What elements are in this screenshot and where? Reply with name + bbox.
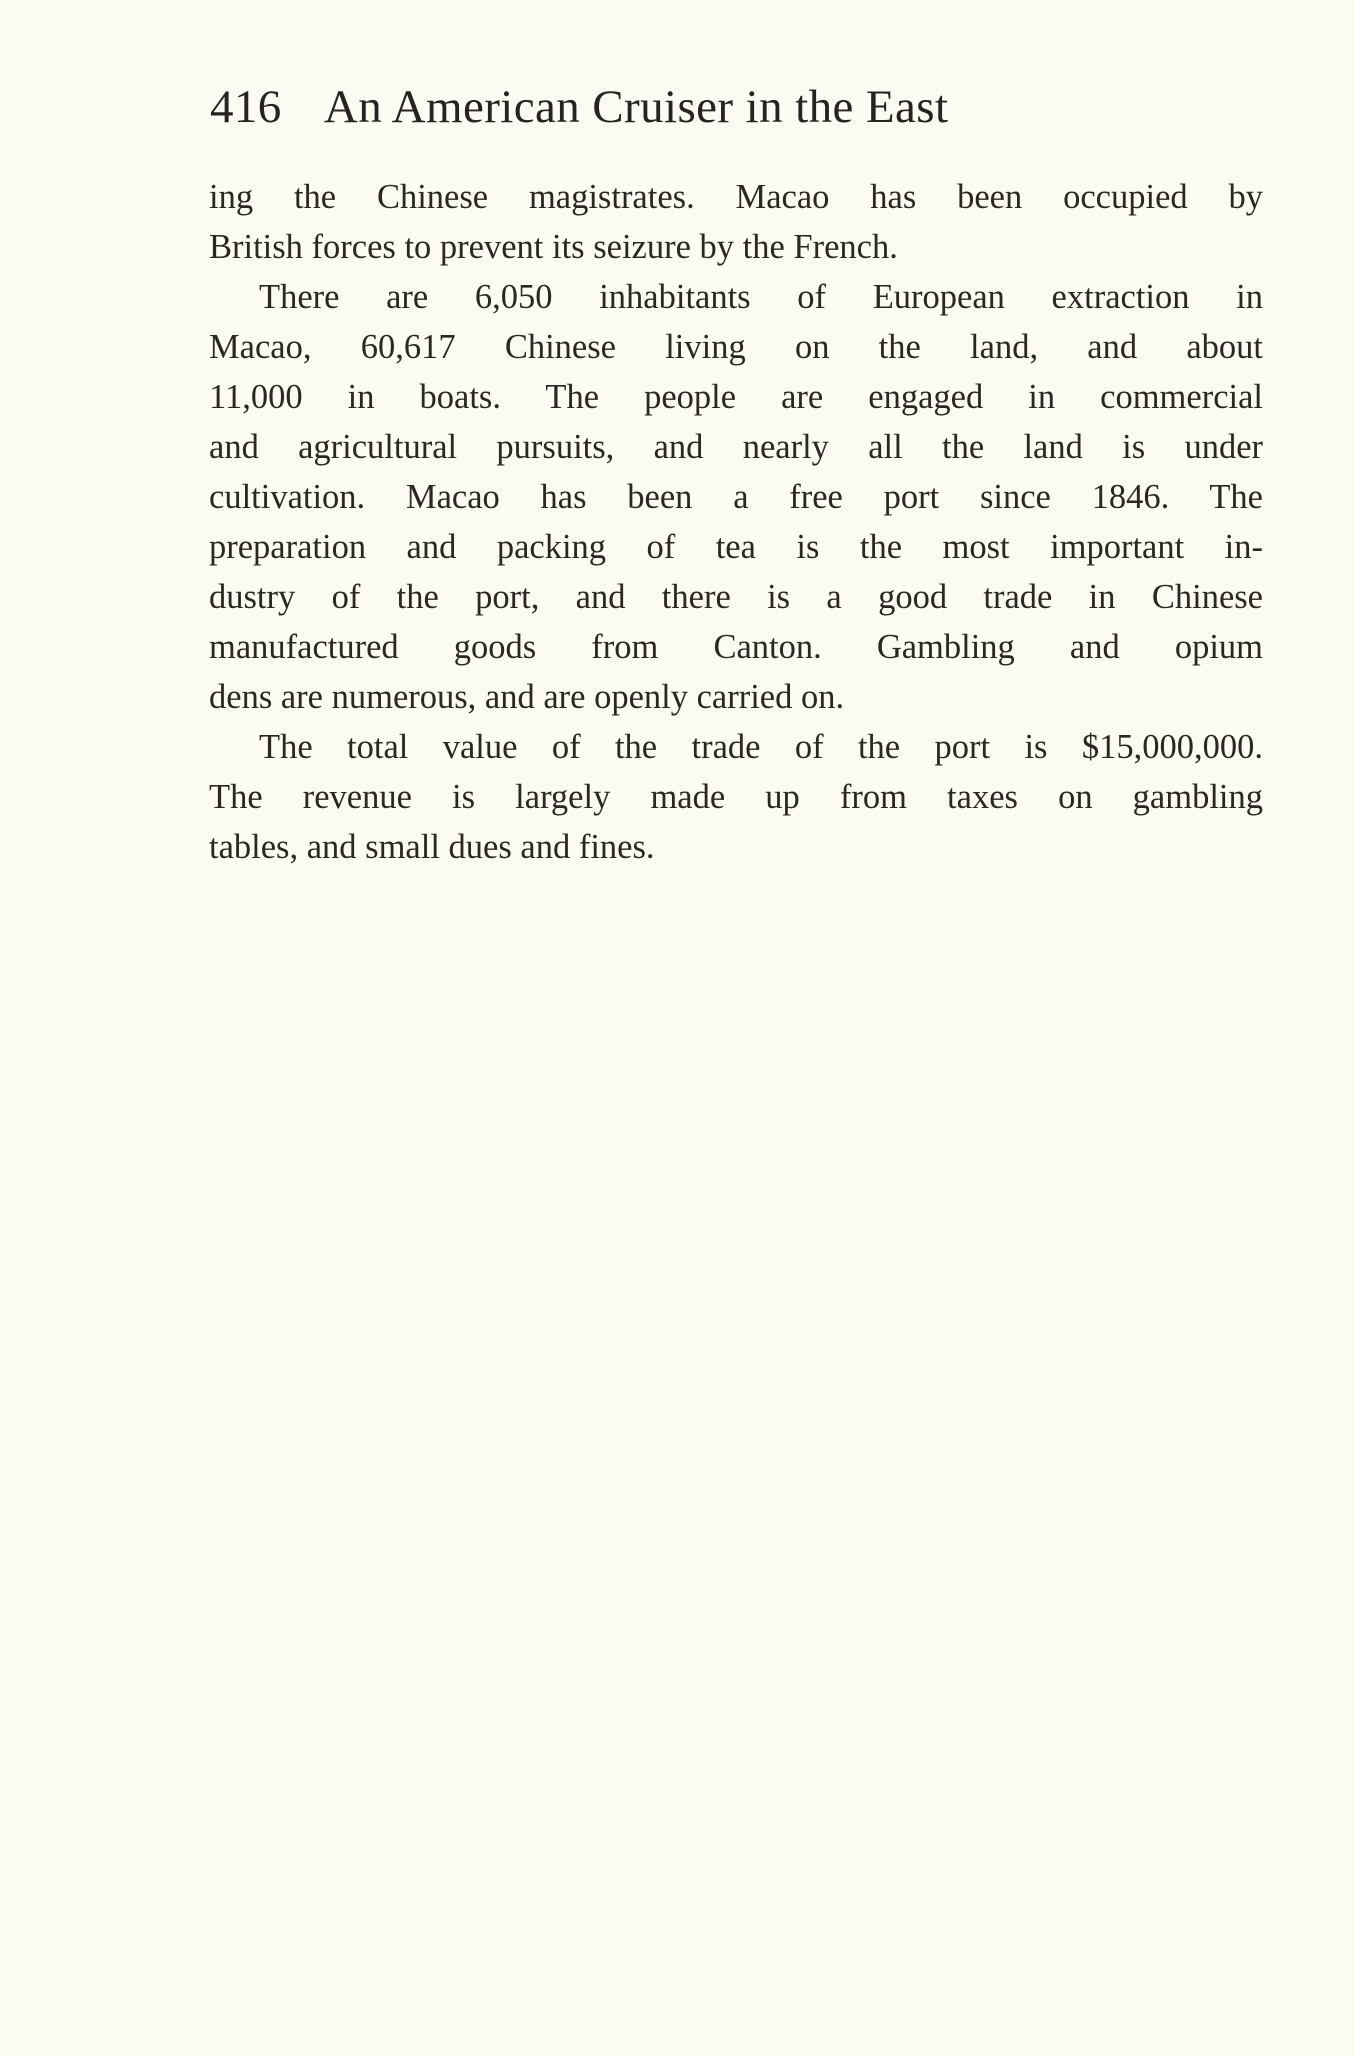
book-title: An American Cruiser in the East	[323, 81, 949, 133]
text-line: There are 6,050 inhabitants of European extraction in	[259, 278, 1263, 316]
text-line: ing the Chinese magistrates. Macao has been occupied by	[209, 178, 1263, 216]
text-line: British forces to prevent its seizure by the French.	[209, 228, 898, 266]
text-line: 11,000 in boats. The people are engaged in commercial	[209, 378, 1263, 416]
text-line: preparation and packing of tea is the most important in-	[209, 528, 1263, 566]
text-line: dens are numerous, and are openly carried on.	[209, 678, 845, 716]
text-line: Macao, 60,617 Chinese living on the land, and about	[209, 328, 1263, 366]
body-text	[209, 172, 1263, 872]
text-line: The revenue is largely made up from taxes on gambling	[209, 778, 1263, 816]
text-line: The total value of the trade of the port is $15,000,000.	[259, 728, 1263, 766]
page-number: 416	[210, 81, 282, 133]
running-head	[210, 72, 1170, 142]
text-line: tables, and small dues and fines.	[209, 828, 655, 866]
text-line: dustry of the port, and there is a good trade in Chinese	[209, 578, 1263, 616]
text-line: cultivation. Macao has been a free port since 1846. The	[209, 478, 1263, 516]
text-line: and agricultural pursuits, and nearly all the land is under	[209, 428, 1263, 466]
text-line: manufactured goods from Canton. Gambling and opium	[209, 628, 1263, 666]
